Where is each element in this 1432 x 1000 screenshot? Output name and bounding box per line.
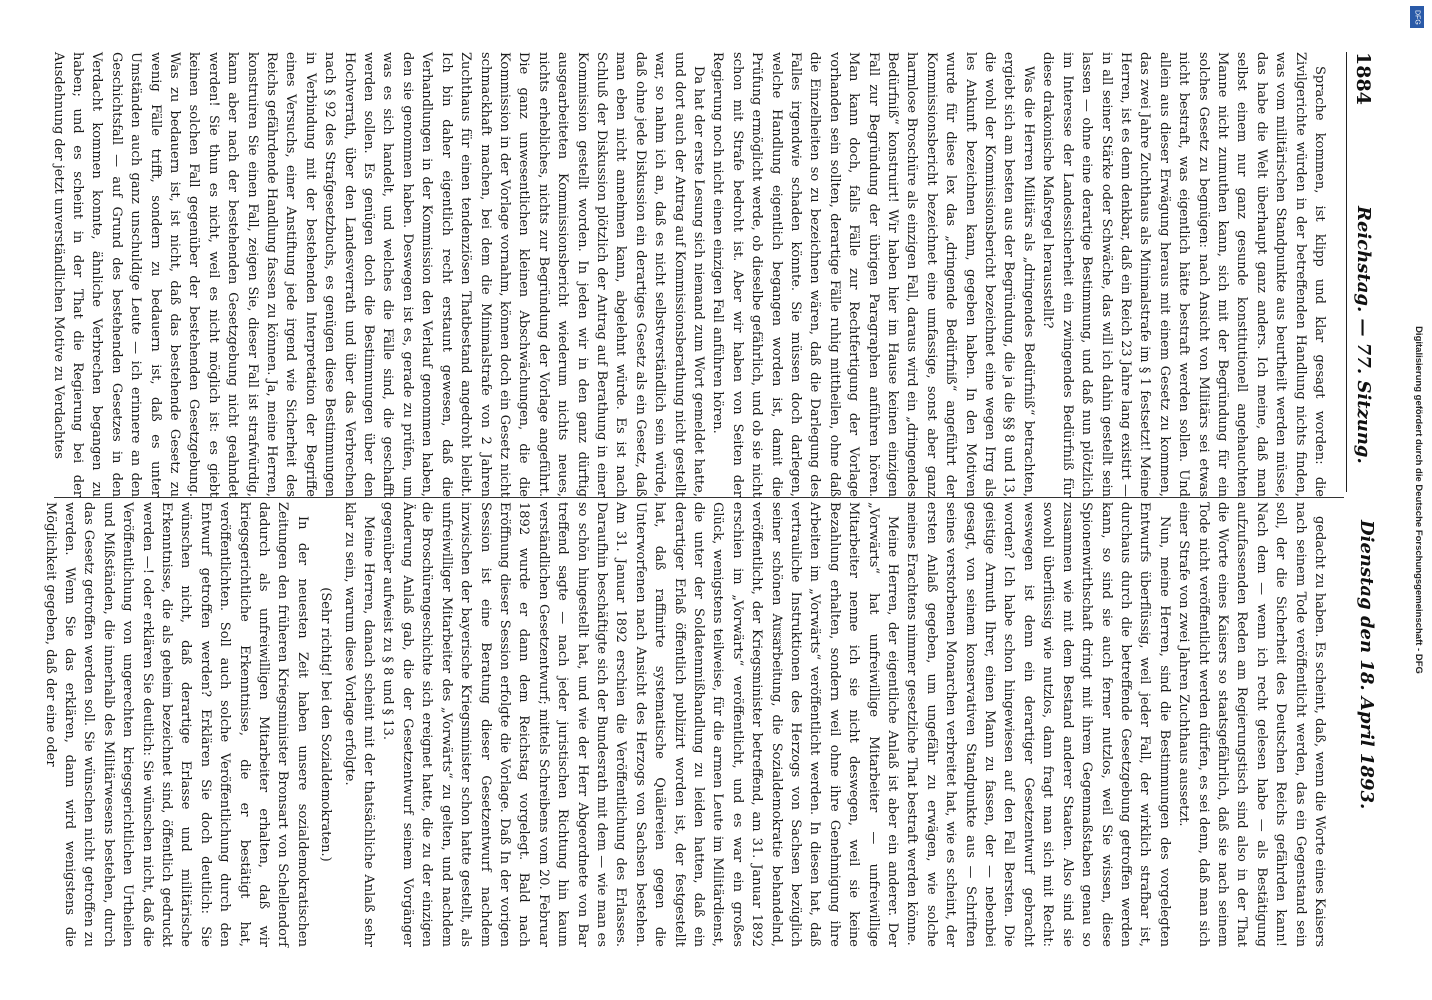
- paragraph: In der neuesten Zeit haben unsere sozialdemokratischen Zeitungen den früheren Kriegsminister Bronsart von Schellendorf dadurch als unfreiwilligen Mitarbeiter erhalten, daß wir kriegsgerichtliche Erkenntnisse, die er bestätigt hat, veröffentlichten. Soll auch solche Veröffentlichung durch den Entwurf getroffen werden? Erklären Sie doch deutlich: Sie wünschen nicht, daß derartige Erlasse und militärische Erkenntnisse, die als geheim bezeichnet sind, öffentlich gedruckt werden —! oder erklären Sie deutlich: Sie wünschen nicht, daß die Veröffentlichung von ungerechten kriegsgerichtlichen Urtheilen und Mißständen, die innerhalb des Militärwesens bestehen, durch das Gesetz getroffen werden soll. Sie wünschen nicht getroffen zu werden. Wenn Sie das erklären, dann wird wenigstens die Möglichkeit gegeben, daß der eine oder: [42, 502, 310, 947]
- running-title: Reichstag. — 77. Sitzung.: [1353, 206, 1374, 464]
- scan-mark: [780, 620, 783, 650]
- paragraph: Was die Herren Militärs als „dringendes Bedürfniß“ betrachten, ergiebt sich am besten aus der Begründung, die ja die §§ 8 und 13, die wohl der Kommissionsbericht bezeichnet eine wegen Irrg als les Ankunft bezeichnen kann, gegeben haben. In den Motiven wurde für diese lex das „dringende Bedürfniß“ angeführt der Kommissionsbericht bezeichnet eine umfassige, sonst aber ganz harmlose Broschüre als einzigen Fall, daraus wird ein „dringendes Bedürfniß“ konstruirt! Wir haben hier im Hause keinen einzigen Fall zur Begründung der übrigen Paragraphen anführen hören. Man kann doch, falls Fälle zur Rechtfertigung der Vorlage vorhanden sein sollten, derartige Fälle ruhig mittheilen, ohne daß die Einzelheiten so zu bezeichnen wären, daß die Darlegung des Falles irgendwie schaden könnte. Sie müssen doch darlegen, welche Handlung eigentlich begangen worden ist, damit die Prüfung ermöglicht werde, ob dieselbe gefährlich, und ob sie nicht schon mit Strafe bedroht ist. Aber wir haben von Seiten der Regierung noch nicht einen einzigen Fall anführen hören.: [710, 52, 1036, 497]
- dfg-logo: DFG: [1410, 6, 1424, 28]
- right-column: [42, 502, 1329, 947]
- digitization-credit: Digitalisierung gefördert durch die Deutsche Forschungsgemeinschaft - DFG: [1413, 326, 1424, 674]
- paragraph: Sprache kommen, ist klipp und klar gesagt worden: die Zivilgerichte würden in der betreffenden Handlung nichts finden, was vom militärischen Standpunkte aus beurtheilt werden müsse, das habe die Welt überhaupt ganz anders. Ich meine, daß man selbst einem nur ganz gesunde konstitutionell angehauchten Manne nicht zumuthen kann, sich mit der Begründung für ein solches Gesetz zu begnügen: nach Ansicht von Militärs sei etwas nicht bestraft, was eigentlich hätte bestraft werden sollen. Und allein aus dieser Erwägung heraus mit einem Gesetz zu kommen, das zwei Jahre Zuchthaus als Minimalstrafe im § 1 festsetzt! Meine Herren, ist es denn denkbar, daß ein Reich 23 Jahre lang existirt — in all seiner Stärke oder Schwäche, das will ich dahin gestellt sein lassen — ohne eine derartige Bestimmung, und daß nun plötzlich im Interesse der Landessicherheit ein zwingendes Bedürfniß für diese drakonische Maßregel herausstellt?: [1040, 52, 1327, 497]
- paragraph: Da hat der erste Lesung sich niemand zum Wort gemeldet hatte, und dort auch der Antrag auf Kommissionsberathung nicht gestellt war, so nahm ich an, daß es nicht selbstverständlich sein würde, daß ohne jede Diskussion ein derartiges Gesetz als ein Gesetz, daß man eben nicht annehmen kann, abgelehnt würde. Es ist nach Schluß der Diskussion plötzlich der Antrag auf Berathung in einer Kommission gestellt worden. In jeden wir in den ganz dürftig ausgearbeiteten Kommissionsbericht wiederum nichts neues, nichts erhebliches, nichts zur Begründung der Vorlage angeführt. Die ganz unwesentlichen kleinen Abschwächungen, die die Kommission in der Vorlage vornahm, können doch ein Gesetz nicht schmackhaft machen, bei dem die Minimalstrafe von 2 Jahren Zuchthaus für einen tendenziösen Thatbestand angedroht bleibt. Ich bin daher eigentlich recht erstaunt gewesen, daß die Verhandlungen in der Kommission den Verlauf genommen haben, den sie genommen haben. Deswegen ist es, gerade zu prüfen, um was es sich handelt, und welches die Fälle sind, die geschafft werden sollen. Es genügen doch die Bestimmungen über den Hochverrath, über den Landesverrath und über das Verbrechen nach § 92 des Strafgesetzbuchs, es genügen diese Bestimmungen in Verbindung mit der bestehenden Interpretation der Begriffe eines Versuchs, einer Anstiftung jede irgend wie Sicherheit des Reichs gefährdende Handlung fassen zu können. Ja, meine Herren, konstruiren Sie einen Fall, zeigen Sie, dieser Fall ist strafwürdig, kann aber nach der bestehenden Gesetzgebung nicht geahndet werden! Sie thun es nicht, weil es nicht möglich ist: es giebt keinen solchen Fall gegenüber der bestehenden Gesetzgebung. Was zu bedauern ist, ist nicht, daß das bestehende Gesetz zu wenig Fälle trifft, sondern zu bedauern ist, daß es unter Umständen auch ganz unschuldige Leute — ich erinnere an den Geschichtsfall — auf Grund des bestehenden Gesetzes in den Verdacht kommen konnte, ähnliche Verbrechen begangen zu haben; und es scheint in der That die Regierung bei der Ausdehnung der jetzt unverständlichen Motive zu Verdachtes: [50, 52, 706, 497]
- left-column: [50, 52, 1329, 497]
- interjection: (Sehr richtig! bei den Sozialdemokraten.): [318, 587, 334, 862]
- session-date: Dienstag den 18. April 1893.: [1356, 520, 1377, 810]
- paragraph: Meine Herren, der eigentliche Anlaß ist aber ein anderer. Der „Vorwärts“ hat unfreiwillige Mitarbeiter — unfreiwillige Mitarbeiter nenne ich sie nicht deswegen, weil sie keine Bezahlung erhalten, sondern weil ohne ihre Genehmigung ihre Arbeiten im „Vorwärts“ veröffentlicht werden. In diesen hat, daß vertrauliche Instruktionen des Herzogs von Sachsen bezüglich seiner schönen Ausarbeitung, die Sozialdemokratie behandelnd, veröffentlicht, der Kriegsminister betreffend, am 31. Januar 1892 erschien im „Vorwärts“ veröffentlicht, und es war ein großes Glück, wenigstens teilweise, für die armen Leute im Militärdienst, die unter der Soldatenmißhandlung zu leiden hatten, daß ein derartiger Erlaß öffentlich publizirt worden ist, der festgestellt hat, daß raffinirte systematische Quälereien gegen die Unterworfenen nach Ansicht des Herzogs von Sachsen bestehen. Am 31. Januar 1892 erschien die Veröffentlichung des Erlasses. Daraufhin beschäftigte sich der Bundesrath mit dem — wie man es so schön hingestellt hat, und wie der Herr Abgeordnete von Bar treffend sagte — nach jeder juristischen Richtung hin kaum verständlichen Gesetzentwurf; mittels Schreibens vom 20. Februar 1892 wurde er dann dem Reichstag vorgelegt. Bald nach Eröffnung dieser Session erfolgte die Vorlage. Daß In der vorigen Session ist eine Beratung dieser Gesetzentwurf nachdem inzwischen der bayerische Kriegsminister schon hatte gestellt, als unfreiwilliger Mitarbeiter des „Vorwärts“ zu gelten, und nachdem die Broschürengeschichte sich ereignet hatte, die zu der einzigen Änderung Anlaß gab, die der Gesetzentwurf seinem Vorgänger gegenüber aufweist zu § 8 und § 13.: [380, 502, 901, 947]
- header-rule: [1346, 52, 1347, 492]
- page-number: 1884: [1352, 52, 1374, 105]
- column-divider: [54, 497, 1344, 498]
- paragraph: Meine Herren, danach scheint mit der thatsächliche Anlaß sehr klar zu sein, warum diese Vorlage erfolgte.: [341, 502, 377, 947]
- paragraph: gedacht zu haben. Es scheint, daß, wenn die Worte eines Kaisers nach seinem Tode veröffentlicht werden, das ein Gegenstand sein soll, der die Sicherheit des Deutschen Reichs gefährden kann! Nach dem — wenn ich recht gelesen habe — als Bestätigung aufzufassenden Reden am Regierungstisch sind also in der That die Worte eines Kaisers so staatsgefährlich, daß sie nach seinem Tode nicht veröffentlicht werden dürfen, es sei denn, daß man sich einer Strafe von zwei Jahren Zuchthaus aussetzt.: [1176, 502, 1327, 947]
- paragraph: Nun, meine Herren, sind die Bestimmungen des vorgelegten Entwurfs überflüssig, weil jeder Fall, der wirklich strafbar ist, durchaus durch die betreffende Gesetzgebung getroffen werden kann, so sind sie auch ferner nutzlos, weil Sie wissen, diese Spionenwirthschaft dringt mit ihrem Gegenmaßstaben genau so zusammen wie mit dem Bestand anderer Staaten. Also sind sie sowohl überflüssig wie nutzlos, dann fragt man sich mit Recht: weswegen ist denn ein derartiger Gesetzentwurf gebracht worden? Ich habe schon hingewiesen auf den Fall Bersten. Die geistige Armuth Ihrer, einen Mann zu fassen, der — nebenbei gesagt, von seinem konservativen Standpunkte aus — Schriften seines verstorbenen Monarchen verbreitet hat, wie es scheint, der ersten Anlaß gegeben, um ungefähr zu erwägen, wie solche meines Erachtens nimmer gesetzliche That bestraft werden könne.: [904, 502, 1172, 947]
